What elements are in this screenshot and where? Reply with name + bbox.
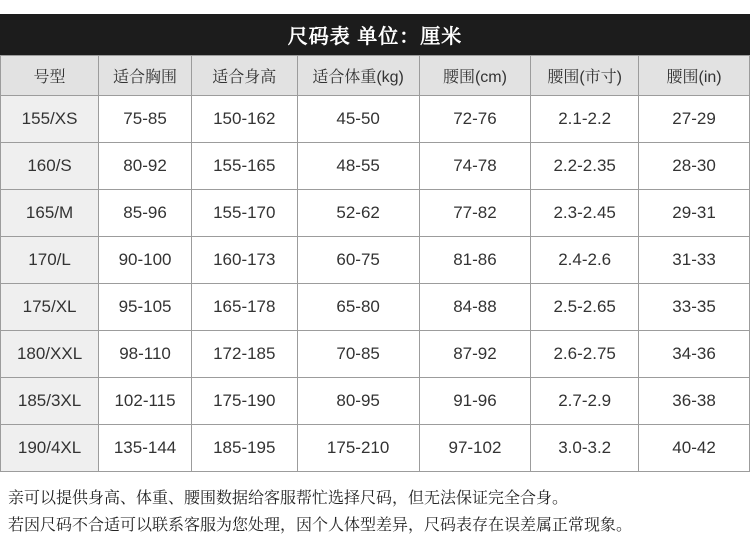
table-row [1,96,750,143]
table-cell: 155-165 [191,143,297,190]
table-cell: 2.2-2.35 [531,143,639,190]
table-body [1,96,750,472]
table-cell: 36-38 [639,378,750,425]
table-cell: 77-82 [419,190,531,237]
table-row [1,143,750,190]
table-cell: 175-190 [191,378,297,425]
size-chart-title: 尺码表 单位：厘米 [287,26,463,48]
table-cell: 74-78 [419,143,531,190]
table-header-row [1,56,750,96]
table-cell: 34-36 [639,331,750,378]
table-cell: 85-96 [99,190,192,237]
table-cell: 90-100 [99,237,192,284]
footer-note-line-2: 若因尺码不合适可以联系客服为您处理，因个人体型差异，尺码表存在误差属正常现象。 [8,517,633,534]
column-header: 腰围(市寸) [531,56,639,96]
table-cell: 135-144 [99,425,192,472]
table-cell: 175-210 [297,425,419,472]
table-cell: 172-185 [191,331,297,378]
table-cell: 29-31 [639,190,750,237]
table-cell: 2.5-2.65 [531,284,639,331]
size-label-cell: 190/4XL [1,425,99,472]
table-cell: 102-115 [99,378,192,425]
table-cell: 2.6-2.75 [531,331,639,378]
table-cell: 2.7-2.9 [531,378,639,425]
table-row [1,425,750,472]
table-cell: 45-50 [297,96,419,143]
table-cell: 80-92 [99,143,192,190]
column-header: 号型 [1,56,99,96]
table-cell: 150-162 [191,96,297,143]
table-cell: 81-86 [419,237,531,284]
table-cell: 60-75 [297,237,419,284]
table-cell: 80-95 [297,378,419,425]
size-label-cell: 185/3XL [1,378,99,425]
table-cell: 185-195 [191,425,297,472]
table-row [1,331,750,378]
column-header: 适合身高 [191,56,297,96]
table-row [1,378,750,425]
table-cell: 75-85 [99,96,192,143]
table-cell: 2.3-2.45 [531,190,639,237]
table-row [1,190,750,237]
table-header [1,56,750,96]
table-cell: 70-85 [297,331,419,378]
size-label-cell: 155/XS [1,96,99,143]
table-row [1,237,750,284]
table-cell: 87-92 [419,331,531,378]
size-label-cell: 180/XXL [1,331,99,378]
size-label-cell: 170/L [1,237,99,284]
size-label-cell: 175/XL [1,284,99,331]
size-chart-table [0,55,750,472]
table-cell: 65-80 [297,284,419,331]
table-cell: 2.4-2.6 [531,237,639,284]
table-cell: 98-110 [99,331,192,378]
table-cell: 72-76 [419,96,531,143]
table-cell: 28-30 [639,143,750,190]
table-cell: 155-170 [191,190,297,237]
footer-notes [0,485,750,539]
column-header: 适合胸围 [99,56,192,96]
table-cell: 91-96 [419,378,531,425]
table-cell: 40-42 [639,425,750,472]
table-cell: 3.0-3.2 [531,425,639,472]
size-label-cell: 160/S [1,143,99,190]
size-chart-title-bar [0,14,750,55]
table-cell: 31-33 [639,237,750,284]
column-header: 腰围(in) [639,56,750,96]
table-cell: 95-105 [99,284,192,331]
table-cell: 160-173 [191,237,297,284]
table-cell: 48-55 [297,143,419,190]
table-cell: 84-88 [419,284,531,331]
table-cell: 2.1-2.2 [531,96,639,143]
table-cell: 33-35 [639,284,750,331]
table-cell: 165-178 [191,284,297,331]
footer-note-line-1: 亲可以提供身高、体重、腰围数据给客服帮忙选择尺码，但无法保证完全合身。 [8,490,569,507]
column-header: 腰围(cm) [419,56,531,96]
table-row [1,284,750,331]
table-cell: 97-102 [419,425,531,472]
column-header: 适合体重(kg) [297,56,419,96]
table-cell: 52-62 [297,190,419,237]
table-cell: 27-29 [639,96,750,143]
size-label-cell: 165/M [1,190,99,237]
